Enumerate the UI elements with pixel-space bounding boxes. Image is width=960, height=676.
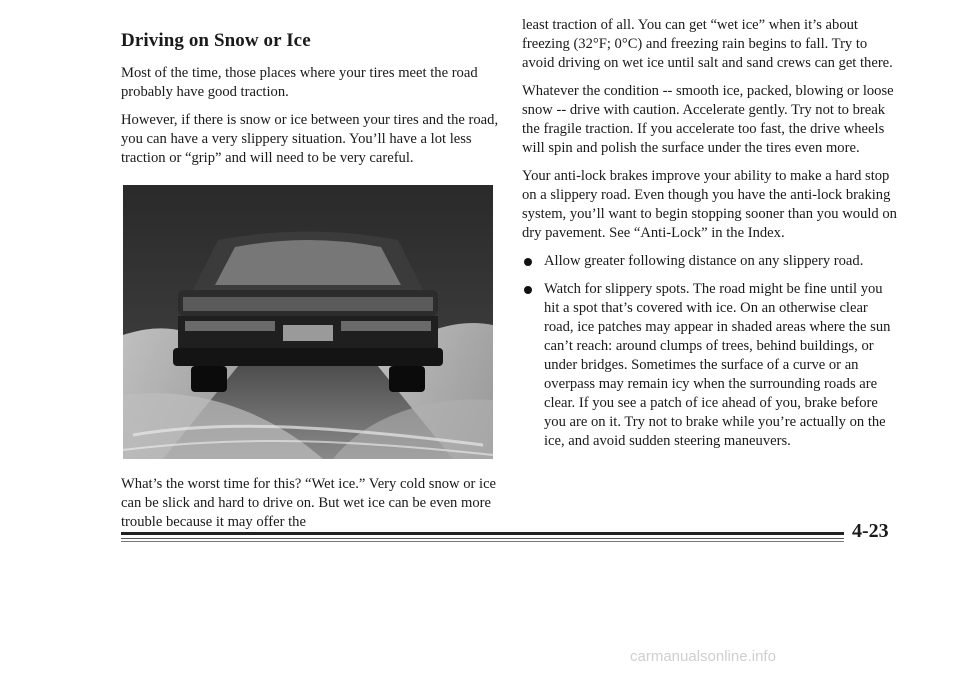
paragraph: least traction of all. You can get “wet ice” when it’s about freezing (32°F; 0°C) and freezing rain begins to fall. Try to avoid driving on wet ice until salt and sand crews can get there.: [522, 17, 893, 71]
footer-rule: [121, 541, 844, 542]
paragraph: What’s the worst time for this? “Wet ice.” Very cold snow or ice can be slick and hard to drive on. But wet ice can be even more trouble because it may offer the: [121, 476, 497, 530]
bullet-list: [522, 252, 900, 451]
right-column: [522, 16, 900, 460]
list-item: [522, 280, 900, 451]
list-item-text: Allow greater following distance on any slippery road.: [544, 253, 864, 269]
page-number: 4-23: [852, 520, 889, 542]
left-column: [121, 30, 501, 541]
bullet-icon: [524, 286, 532, 294]
car-rear-illustration: [123, 185, 493, 459]
paragraph: However, if there is snow or ice between your tires and the road, you can have a very slippery situation. You’ll have a lot less traction or “grip” and will need to be very careful.: [121, 112, 499, 166]
car-on-snow-photo: [123, 185, 493, 459]
footer-rule: [121, 538, 844, 539]
section-heading: Driving on Snow or Ice: [121, 30, 311, 51]
watermark: carmanualsonline.info: [630, 648, 776, 665]
paragraph: Whatever the condition -- smooth ice, packed, blowing or loose snow -- drive with caution. Accelerate gently. Try not to break the fragile traction. If you accelerate too fast, the drive wheels will spin and polish the surface under the tires even more.: [522, 83, 894, 156]
list-item-text: Watch for slippery spots. The road might be fine until you hit a spot that’s covered with ice. On an otherwise clear road, ice patches may appear in shaded areas where the sun can’t reach: around clumps of trees, behind buildings, or under bridges. Sometimes the surface of a curve or an overpass may remain icy when the surrounding roads are clear. If you see a patch of ice ahead of you, brake before you are on it. Try not to brake while you’re actually on the ice, and avoid sudden steering maneuvers.: [544, 281, 891, 449]
list-item: [522, 252, 900, 271]
footer-rule: [121, 532, 844, 535]
paragraph: Your anti-lock brakes improve your ability to make a hard stop on a slippery road. Even though you have the anti-lock braking system, you’ll want to begin stopping sooner than you would on dry pavement. See “Anti-Lock” in the Index.: [522, 168, 897, 241]
bullet-icon: [524, 258, 532, 266]
paragraph: Most of the time, those places where your tires meet the road probably have good traction.: [121, 65, 478, 100]
